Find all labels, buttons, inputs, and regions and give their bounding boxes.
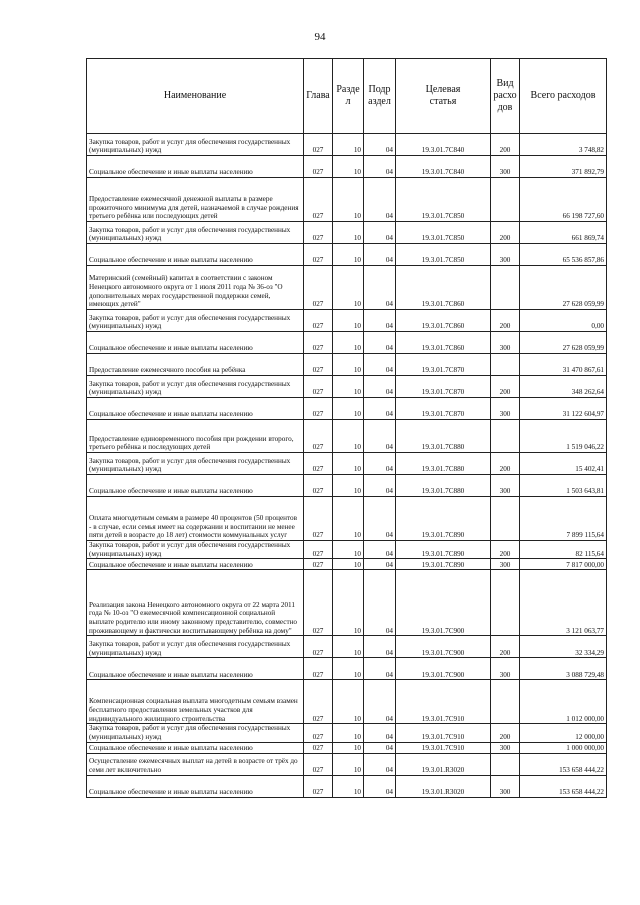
- row-target: 19.3.01.7С840: [396, 134, 491, 156]
- row-total: 371 892,79: [520, 156, 607, 178]
- header-vid: Вид расхо дов: [491, 59, 520, 134]
- row-razdel: 10: [333, 680, 364, 724]
- row-vid: 300: [491, 244, 520, 266]
- row-glava: 027: [304, 636, 333, 658]
- row-podrazdel: 04: [364, 398, 396, 420]
- table-row: [87, 420, 607, 453]
- row-podrazdel: 04: [364, 636, 396, 658]
- table-row: [87, 178, 607, 222]
- row-target: 19.3.01.7С860: [396, 266, 491, 310]
- row-vid: 300: [491, 742, 520, 753]
- row-target: 19.3.01.7С910: [396, 680, 491, 724]
- expenditure-table: [86, 58, 607, 798]
- row-target: 19.3.01.7С910: [396, 724, 491, 742]
- table-row: [87, 376, 607, 398]
- row-total: 65 536 857,86: [520, 244, 607, 266]
- table-row: [87, 497, 607, 541]
- row-glava: 027: [304, 724, 333, 742]
- row-name: Предоставление единовременного пособия при рождении второго, третьего ребёнка и последующих детей: [87, 420, 304, 453]
- row-name: Закупка товаров, работ и услуг для обеспечения государственных (муниципальных) нужд: [87, 222, 304, 244]
- table-row: [87, 156, 607, 178]
- row-name: Социальное обеспечение и иные выплаты населению: [87, 244, 304, 266]
- row-podrazdel: 04: [364, 753, 396, 775]
- row-name: Закупка товаров, работ и услуг для обеспечения государственных (муниципальных) нужд: [87, 310, 304, 332]
- table-row: [87, 310, 607, 332]
- table-row: [87, 398, 607, 420]
- row-vid: 200: [491, 134, 520, 156]
- row-razdel: 10: [333, 742, 364, 753]
- row-name: Закупка товаров, работ и услуг для обеспечения государственных (муниципальных) нужд: [87, 636, 304, 658]
- row-podrazdel: 04: [364, 244, 396, 266]
- row-vid: [491, 354, 520, 376]
- row-vid: [491, 753, 520, 775]
- row-razdel: 10: [333, 559, 364, 570]
- row-razdel: 10: [333, 753, 364, 775]
- row-razdel: 10: [333, 420, 364, 453]
- row-name: Материнский (семейный) капитал в соответствии с законом Ненецкого автономного округа от 1 июля 2011 года № 36-оз "О дополнительных мерах государственной поддержки семей, имеющих детей": [87, 266, 304, 310]
- row-glava: 027: [304, 134, 333, 156]
- row-vid: 300: [491, 658, 520, 680]
- row-glava: 027: [304, 310, 333, 332]
- row-podrazdel: 04: [364, 475, 396, 497]
- row-podrazdel: 04: [364, 742, 396, 753]
- row-total: 32 334,29: [520, 636, 607, 658]
- row-glava: 027: [304, 658, 333, 680]
- table-row: [87, 266, 607, 310]
- row-razdel: 10: [333, 570, 364, 636]
- row-vid: 300: [491, 398, 520, 420]
- row-vid: 200: [491, 310, 520, 332]
- row-target: 19.3.01.7С900: [396, 658, 491, 680]
- row-total: 0,00: [520, 310, 607, 332]
- row-target: 19.3.01.7С890: [396, 559, 491, 570]
- row-glava: 027: [304, 570, 333, 636]
- row-total: 3 088 729,48: [520, 658, 607, 680]
- row-podrazdel: 04: [364, 420, 396, 453]
- row-glava: 027: [304, 332, 333, 354]
- row-total: 1 012 000,00: [520, 680, 607, 724]
- row-glava: 027: [304, 475, 333, 497]
- table-row: [87, 541, 607, 559]
- row-target: 19.3.01.7С850: [396, 244, 491, 266]
- row-total: 7 899 115,64: [520, 497, 607, 541]
- table-row: [87, 570, 607, 636]
- row-razdel: 10: [333, 222, 364, 244]
- row-glava: 027: [304, 541, 333, 559]
- row-podrazdel: 04: [364, 178, 396, 222]
- row-podrazdel: 04: [364, 453, 396, 475]
- row-vid: [491, 178, 520, 222]
- table-row: [87, 724, 607, 742]
- row-total: 3 121 063,77: [520, 570, 607, 636]
- row-name: Закупка товаров, работ и услуг для обеспечения государственных (муниципальных) нужд: [87, 376, 304, 398]
- row-total: 153 658 444,22: [520, 753, 607, 775]
- row-name: Закупка товаров, работ и услуг для обеспечения государственных (муниципальных) нужд: [87, 724, 304, 742]
- row-total: 348 262,64: [520, 376, 607, 398]
- row-vid: 200: [491, 376, 520, 398]
- row-glava: 027: [304, 178, 333, 222]
- row-podrazdel: 04: [364, 354, 396, 376]
- row-name: Оплата многодетным семьям в размере 40 процентов (50 процентов - в случае, если семья имеет на содержании и воспитании не менее пяти детей в возрасте до 18 лет) стоимости коммунальных услуг: [87, 497, 304, 541]
- row-target: 19.3.01.7С850: [396, 222, 491, 244]
- row-glava: 027: [304, 420, 333, 453]
- row-name: Социальное обеспечение и иные выплаты населению: [87, 559, 304, 570]
- row-target: 19.3.01.7С900: [396, 570, 491, 636]
- row-podrazdel: 04: [364, 541, 396, 559]
- row-glava: 027: [304, 453, 333, 475]
- row-razdel: 10: [333, 178, 364, 222]
- row-podrazdel: 04: [364, 156, 396, 178]
- row-glava: 027: [304, 376, 333, 398]
- row-name: Социальное обеспечение и иные выплаты населению: [87, 332, 304, 354]
- row-glava: 027: [304, 497, 333, 541]
- row-glava: 027: [304, 559, 333, 570]
- row-razdel: 10: [333, 398, 364, 420]
- row-name: Социальное обеспечение и иные выплаты населению: [87, 398, 304, 420]
- row-glava: 027: [304, 753, 333, 775]
- row-razdel: 10: [333, 636, 364, 658]
- row-total: 1 519 046,22: [520, 420, 607, 453]
- row-vid: [491, 420, 520, 453]
- row-name: Социальное обеспечение и иные выплаты населению: [87, 775, 304, 797]
- row-podrazdel: 04: [364, 775, 396, 797]
- table-header-row: [87, 59, 607, 134]
- row-razdel: 10: [333, 453, 364, 475]
- row-vid: 200: [491, 541, 520, 559]
- row-target: 19.3.01.7С880: [396, 475, 491, 497]
- row-name: Закупка товаров, работ и услуг для обеспечения государственных (муниципальных) нужд: [87, 453, 304, 475]
- row-total: 66 198 727,60: [520, 178, 607, 222]
- row-glava: 027: [304, 244, 333, 266]
- row-total: 1 503 643,81: [520, 475, 607, 497]
- row-razdel: 10: [333, 310, 364, 332]
- row-vid: 300: [491, 332, 520, 354]
- table-row: [87, 222, 607, 244]
- table-row: [87, 753, 607, 775]
- row-podrazdel: 04: [364, 222, 396, 244]
- header-total: Всего расходов: [520, 59, 607, 134]
- row-target: 19.3.01.7С860: [396, 332, 491, 354]
- row-podrazdel: 04: [364, 570, 396, 636]
- header-podrazdel: Подр аздел: [364, 59, 396, 134]
- row-glava: 027: [304, 156, 333, 178]
- row-vid: 200: [491, 636, 520, 658]
- row-glava: 027: [304, 354, 333, 376]
- row-name: Закупка товаров, работ и услуг для обеспечения государственных (муниципальных) нужд: [87, 541, 304, 559]
- row-total: 27 628 059,99: [520, 266, 607, 310]
- row-vid: 300: [491, 775, 520, 797]
- row-razdel: 10: [333, 244, 364, 266]
- row-razdel: 10: [333, 658, 364, 680]
- table-row: [87, 742, 607, 753]
- table-row: [87, 680, 607, 724]
- row-total: 82 115,64: [520, 541, 607, 559]
- row-vid: [491, 570, 520, 636]
- row-target: 19.3.01.R3020: [396, 753, 491, 775]
- row-name: Предоставление ежемесячной денежной выплаты в размере прожиточного минимума для детей, назначаемой в случае рождения третьего ребёнка или последующих детей: [87, 178, 304, 222]
- row-name: Социальное обеспечение и иные выплаты населению: [87, 742, 304, 753]
- table-row: [87, 475, 607, 497]
- row-glava: 027: [304, 398, 333, 420]
- row-vid: [491, 266, 520, 310]
- row-name: Компенсационная социальная выплата многодетным семьям взамен бесплатного предоставления земельных участков для индивидуального жилищного строительства: [87, 680, 304, 724]
- row-razdel: 10: [333, 156, 364, 178]
- row-vid: 200: [491, 222, 520, 244]
- header-razdel: Разде л: [333, 59, 364, 134]
- row-target: 19.3.01.7С860: [396, 310, 491, 332]
- header-name: Наименование: [87, 59, 304, 134]
- row-total: 12 000,00: [520, 724, 607, 742]
- row-podrazdel: 04: [364, 266, 396, 310]
- row-glava: 027: [304, 222, 333, 244]
- row-podrazdel: 04: [364, 134, 396, 156]
- row-razdel: 10: [333, 376, 364, 398]
- header-target: Целевая статья: [396, 59, 491, 134]
- row-target: 19.3.01.7С880: [396, 420, 491, 453]
- row-total: 1 000 000,00: [520, 742, 607, 753]
- row-total: 15 402,41: [520, 453, 607, 475]
- row-razdel: 10: [333, 475, 364, 497]
- row-razdel: 10: [333, 134, 364, 156]
- table-row: [87, 332, 607, 354]
- row-vid: 300: [491, 156, 520, 178]
- table-row: [87, 775, 607, 797]
- table-row: [87, 134, 607, 156]
- row-total: 31 122 604,97: [520, 398, 607, 420]
- row-vid: 200: [491, 724, 520, 742]
- row-vid: 300: [491, 559, 520, 570]
- row-target: 19.3.01.7С870: [396, 376, 491, 398]
- row-razdel: 10: [333, 541, 364, 559]
- row-razdel: 10: [333, 332, 364, 354]
- row-razdel: 10: [333, 724, 364, 742]
- row-total: 153 658 444,22: [520, 775, 607, 797]
- row-name: Социальное обеспечение и иные выплаты населению: [87, 156, 304, 178]
- row-target: 19.3.01.7С910: [396, 742, 491, 753]
- row-podrazdel: 04: [364, 680, 396, 724]
- row-glava: 027: [304, 742, 333, 753]
- table-row: [87, 636, 607, 658]
- row-glava: 027: [304, 266, 333, 310]
- row-podrazdel: 04: [364, 559, 396, 570]
- row-name: Социальное обеспечение и иные выплаты населению: [87, 475, 304, 497]
- row-vid: 200: [491, 453, 520, 475]
- row-target: 19.3.01.7С890: [396, 497, 491, 541]
- row-glava: 027: [304, 680, 333, 724]
- header-glava: Глава: [304, 59, 333, 134]
- row-target: 19.3.01.7С870: [396, 354, 491, 376]
- row-razdel: 10: [333, 266, 364, 310]
- row-total: 661 869,74: [520, 222, 607, 244]
- table-row: [87, 354, 607, 376]
- row-vid: [491, 680, 520, 724]
- row-podrazdel: 04: [364, 497, 396, 541]
- row-target: 19.3.01.7С890: [396, 541, 491, 559]
- row-podrazdel: 04: [364, 724, 396, 742]
- row-name: Осуществление ежемесячных выплат на детей в возрасте от трёх до семи лет включительно: [87, 753, 304, 775]
- row-razdel: 10: [333, 354, 364, 376]
- table-row: [87, 453, 607, 475]
- table-row: [87, 559, 607, 570]
- row-total: 7 817 000,00: [520, 559, 607, 570]
- row-total: 27 628 059,99: [520, 332, 607, 354]
- row-total: 3 748,82: [520, 134, 607, 156]
- row-podrazdel: 04: [364, 332, 396, 354]
- row-name: Предоставление ежемесячного пособия на ребёнка: [87, 354, 304, 376]
- row-vid: [491, 497, 520, 541]
- row-razdel: 10: [333, 775, 364, 797]
- row-name: Закупка товаров, работ и услуг для обеспечения государственных (муниципальных) нужд: [87, 134, 304, 156]
- row-target: 19.3.01.7С850: [396, 178, 491, 222]
- row-podrazdel: 04: [364, 658, 396, 680]
- row-total: 31 470 867,61: [520, 354, 607, 376]
- row-target: 19.3.01.7С900: [396, 636, 491, 658]
- row-vid: 300: [491, 475, 520, 497]
- row-glava: 027: [304, 775, 333, 797]
- row-target: 19.3.01.7С880: [396, 453, 491, 475]
- page-number: 94: [314, 31, 326, 43]
- row-target: 19.3.01.7С840: [396, 156, 491, 178]
- row-name: Социальное обеспечение и иные выплаты населению: [87, 658, 304, 680]
- table-row: [87, 658, 607, 680]
- row-podrazdel: 04: [364, 310, 396, 332]
- row-razdel: 10: [333, 497, 364, 541]
- row-target: 19.3.01.7С870: [396, 398, 491, 420]
- row-target: 19.3.01.R3020: [396, 775, 491, 797]
- table-row: [87, 244, 607, 266]
- row-podrazdel: 04: [364, 376, 396, 398]
- row-name: Реализация закона Ненецкого автономного округа от 22 марта 2011 года № 10-оз "О ежемесячной компенсационной социальной выплате родителю или иному законному представителю, совместно проживающему и фактически воспитывающему ребёнка на дому": [87, 570, 304, 636]
